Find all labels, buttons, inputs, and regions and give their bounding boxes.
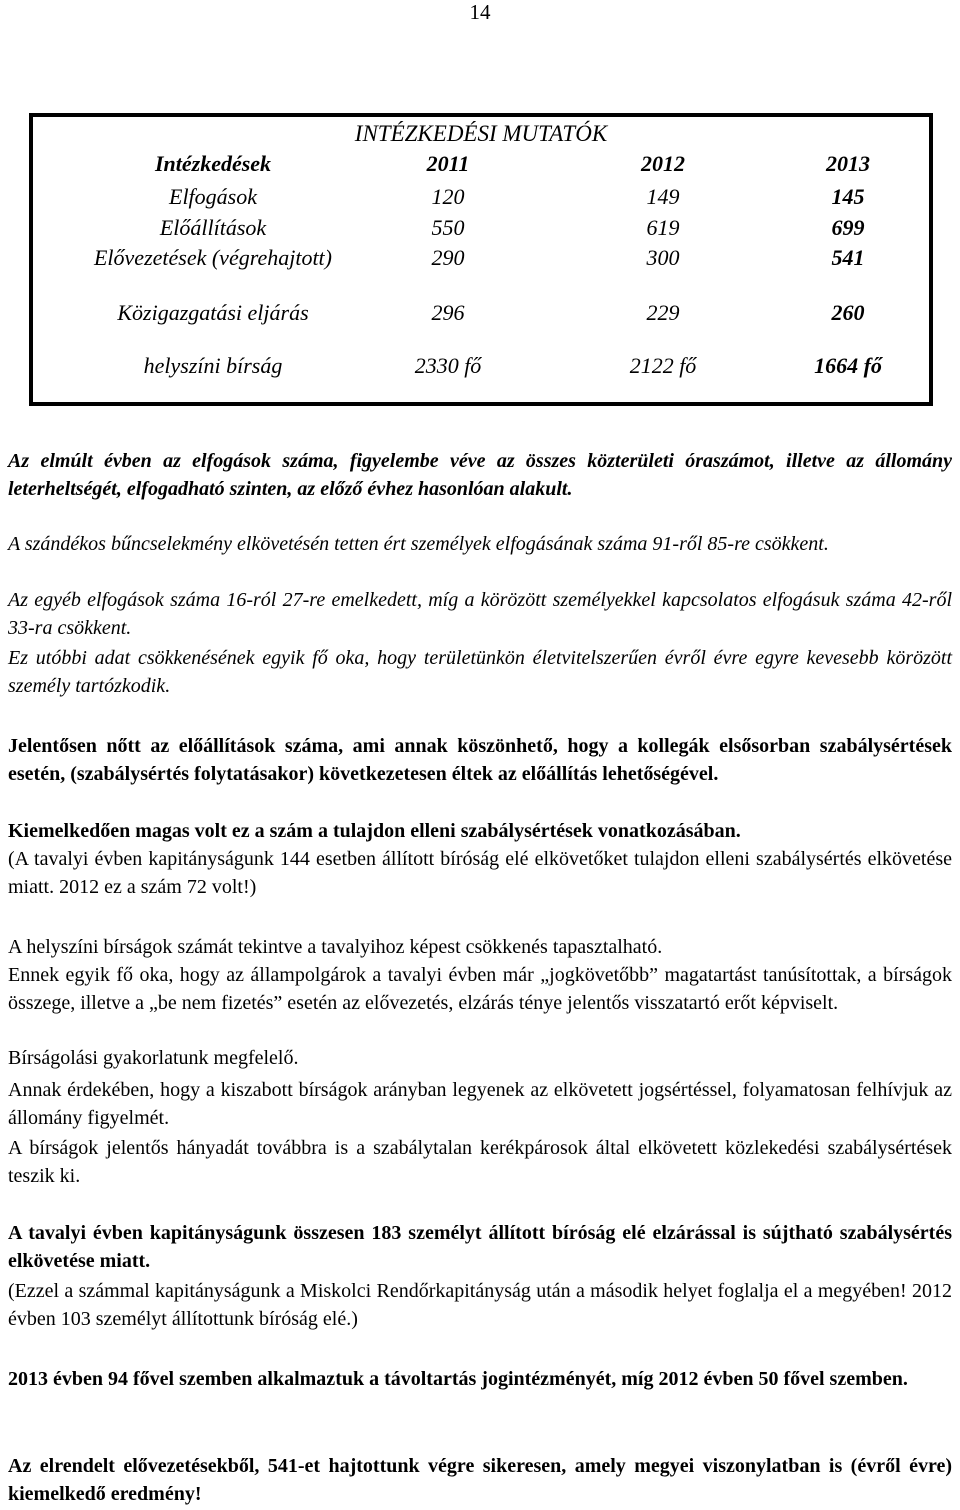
table-cell: 619 [646, 215, 680, 240]
table-cell: 2330 fő [414, 353, 482, 378]
table-row [33, 243, 929, 273]
table-title: INTÉZKEDÉSI MUTATÓK [354, 121, 608, 146]
header-cell: 2012 [641, 151, 685, 176]
paragraph: A helyszíni bírságok számát tekintve a tavalyihoz képest csökkenés tapasztalható. [8, 936, 663, 958]
row-label: Közigazgatási eljárás [117, 300, 309, 325]
table-cell: 260 [831, 300, 865, 325]
paragraph: Az elmúlt évben az elfogások száma, figyelembe véve az összes közterületi óraszámot, illetve az állomány leterheltségét, elfogadható szinten, az előző évhez hasonlóan alakult. [8, 450, 952, 500]
table-cell: 550 [431, 215, 465, 240]
paragraph: Ez utóbbi adat csökkenésének egyik fő oka, hogy területünkön életvitelszerűen évről évre egyre kevesebb körözött személy tartózkodik. [8, 647, 952, 697]
paragraph: Kiemelkedően magas volt ez a szám a tulajdon elleni szabálysértések vonatkozásában. [8, 820, 741, 842]
paragraph: (Ezzel a számmal kapitányságunk a Miskolci Rendőrkapitányság után a második helyet foglalja el a megyében! 2012 évben 103 személyt állítottunk bíróság elé.) [8, 1280, 952, 1330]
table-cell: 229 [646, 300, 680, 325]
table-cell: 1664 fő [814, 353, 882, 378]
paragraph: Az elrendelt elővezetésekből, 541-et hajtottunk végre sikeresen, amely megyei viszonylatban is (évről évre) kiemelkedő eredmény! [8, 1455, 952, 1505]
table-row [33, 213, 929, 243]
table-row [33, 351, 929, 381]
paragraph: A bírságok jelentős hányadát továbbra is a szabálytalan kerékpárosok által elkövetett közlekedési szabálysértések teszik ki. [8, 1137, 952, 1187]
row-label: Elővezetések (végrehajtott) [93, 245, 332, 270]
table-header-row [33, 149, 929, 179]
header-cell: Intézkedések [154, 151, 272, 176]
table-cell: 2122 fő [629, 353, 697, 378]
paragraph: (A tavalyi évben kapitányságunk 144 esetben állított bíróság elé elkövetőket tulajdon elleni szabálysértés elkövetése miatt. 2012 ez a szám 72 volt!) [8, 848, 952, 898]
page-number: 14 [469, 0, 491, 24]
paragraph: Bírságolási gyakorlatunk megfelelő. [8, 1047, 299, 1069]
paragraph: 2013 évben 94 fővel szemben alkalmaztuk a távoltartás jogintézményét, míg 2012 évben 50 fővel szemben. [8, 1368, 908, 1390]
header-cell: 2013 [826, 151, 870, 176]
table-cell: 120 [431, 184, 465, 209]
table-cell: 296 [431, 300, 465, 325]
table-cell: 149 [646, 184, 680, 209]
table-cell: 300 [646, 245, 680, 270]
paragraph: Ennek egyik fő oka, hogy az állampolgárok a tavalyi évben már „jogkövetőbb” magatartást tanúsítottak, a bírságok összege, illetve a „be nem fizetés” esetén az elővezetés, elzárás ténye jelentős visszatartó erőt képviselt. [8, 964, 952, 1014]
paragraph: Annak érdekében, hogy a kiszabott bírságok arányban legyenek az elkövetett jogsértéssel, folyamatosan felhívjuk az állomány figyelmét. [8, 1079, 952, 1129]
row-label: Elfogások [169, 184, 257, 209]
table-cell: 541 [831, 245, 865, 270]
paragraph: A tavalyi évben kapitányságunk összesen 183 személyt állított bíróság elé elzárással is sújtható szabálysértés elkövetése miatt. [8, 1222, 952, 1272]
table-cell: 145 [831, 184, 865, 209]
table-row [33, 182, 929, 212]
table-row [33, 298, 929, 328]
header-cell: 2011 [426, 151, 470, 176]
row-label: helyszíni bírság [143, 353, 283, 378]
paragraph: Jelentősen nőtt az előállítások száma, ami annak köszönhető, hogy a kollegák elsősorban szabálysértések esetén, (szabálysértés folytatásakor) következetesen éltek az előállítás lehetőségével. [8, 735, 952, 785]
table-cell: 290 [431, 245, 465, 270]
paragraph: Az egyéb elfogások száma 16-ról 27-re emelkedett, míg a körözött személyekkel kapcsolatos elfogásuk száma 42-ről 33-ra csökkent. [8, 589, 952, 639]
row-label: Előállítások [159, 215, 267, 240]
paragraph: A szándékos bűncselekmény elkövetésén tetten ért személyek elfogásának száma 91-ről 85-re csökkent. [8, 533, 829, 555]
table-cell: 699 [831, 215, 865, 240]
indicators-table [29, 113, 933, 406]
